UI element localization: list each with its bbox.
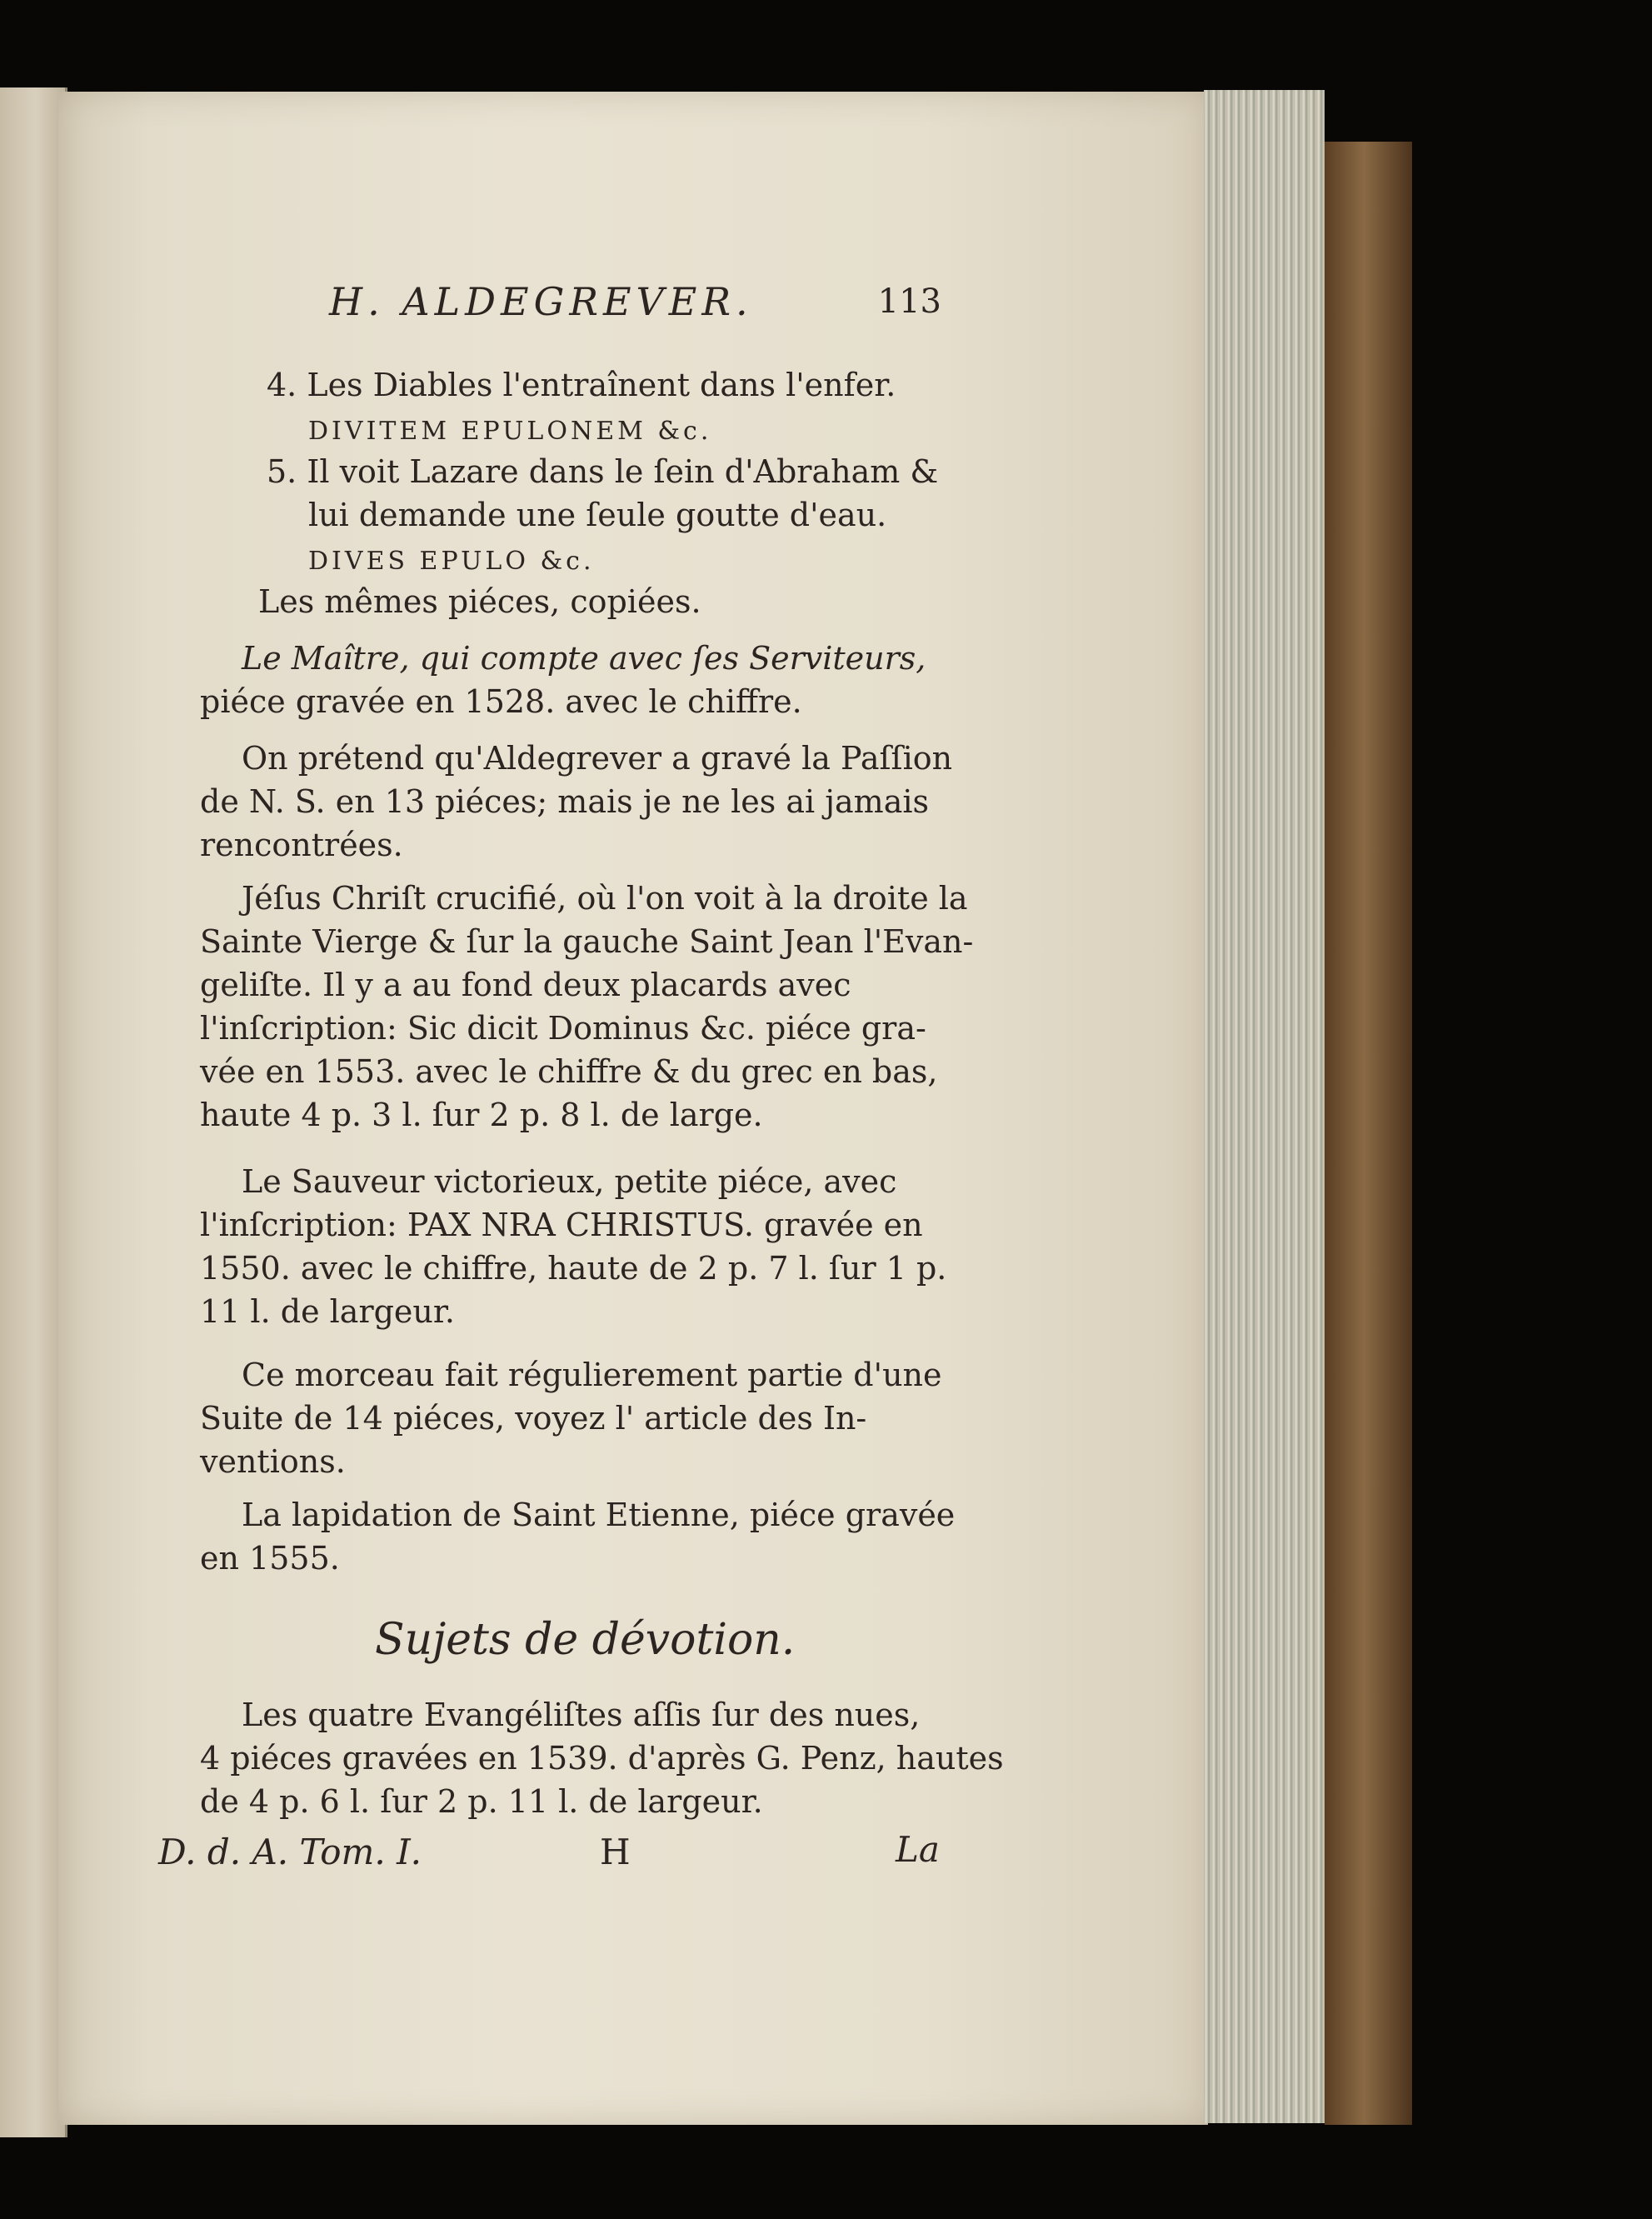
text-line: Jéſus Chriſt crucifié, où l'on voit à la droite la — [242, 880, 968, 917]
text-line: Les quatre Evangéliſtes aſſis ſur des nues, — [242, 1697, 921, 1733]
text-line: haute 4 p. 3 l. ſur 2 p. 8 l. de large. — [200, 1097, 763, 1133]
text-line: 4. Les Diables l'entraînent dans l'enfer. — [267, 367, 896, 403]
running-header — [329, 279, 941, 329]
text-line: 1550. avec le chiffre, haute de 2 p. 7 l. ſur 1 p. — [200, 1250, 947, 1287]
page-number: 113 — [877, 282, 941, 321]
facing-page-edge — [0, 87, 67, 2137]
text-line: l'inſcription: PAX NRA CHRISTUS. gravée en — [200, 1207, 923, 1243]
page-block-edges — [1204, 90, 1325, 2123]
gathering-mark: H — [600, 1832, 631, 1872]
text-line: DIVES EPULO &c. — [308, 547, 595, 576]
text-line: piéce gravée en 1528. avec le chiffre. — [200, 683, 802, 720]
running-title: H. ALDEGREVER. — [329, 279, 753, 324]
text-line: Sainte Vierge & ſur la gauche Saint Jean l'Evan- — [200, 923, 974, 960]
book-cover-edge — [1325, 142, 1412, 2125]
text-line: lui demande une ſeule goutte d'eau. — [308, 497, 887, 533]
text-line: Le Maître, qui compte avec ſes Serviteurs, — [242, 640, 926, 677]
text-line: de 4 p. 6 l. ſur 2 p. 11 l. de largeur. — [200, 1783, 763, 1820]
text-line: rencontrées. — [200, 827, 403, 863]
text-line: On prétend qu'Aldegrever a gravé la Paſſion — [242, 740, 953, 777]
text-line: en 1555. — [200, 1540, 340, 1577]
text-line: Suite de 14 piéces, voyez l' article des In- — [200, 1400, 867, 1437]
text-line: geliſte. Il y a au fond deux placards avec — [200, 967, 851, 1003]
text-line: Les mêmes piéces, copiées. — [258, 583, 701, 620]
text-line: l'inſcription: Sic dicit Dominus &c. piéce gra- — [200, 1010, 926, 1047]
text-line: 11 l. de largeur. — [200, 1293, 455, 1330]
text-line: Ce morceau fait régulierement partie d'une — [242, 1357, 942, 1393]
catchword: La — [896, 1829, 940, 1870]
text-line: 5. Il voit Lazare dans le ſein d'Abraham & — [267, 453, 939, 490]
text-line: 4 piéces gravées en 1539. d'après G. Penz, hautes — [200, 1740, 1004, 1777]
text-line: Le Sauveur victorieux, petite piéce, avec — [242, 1163, 897, 1200]
text-line: ventions. — [200, 1443, 346, 1480]
text-line: de N. S. en 13 piéces; mais je ne les ai jamais — [200, 783, 930, 820]
signature-mark: D. d. A. Tom. I. — [158, 1832, 422, 1872]
text-line: La lapidation de Saint Etienne, piéce gravée — [242, 1497, 956, 1533]
text-line: DIVITEM EPULONEM &c. — [308, 417, 712, 446]
text-line: vée en 1553. avec le chiffre & du grec en bas, — [200, 1053, 938, 1090]
section-heading: Sujets de dévotion. — [375, 1615, 796, 1665]
